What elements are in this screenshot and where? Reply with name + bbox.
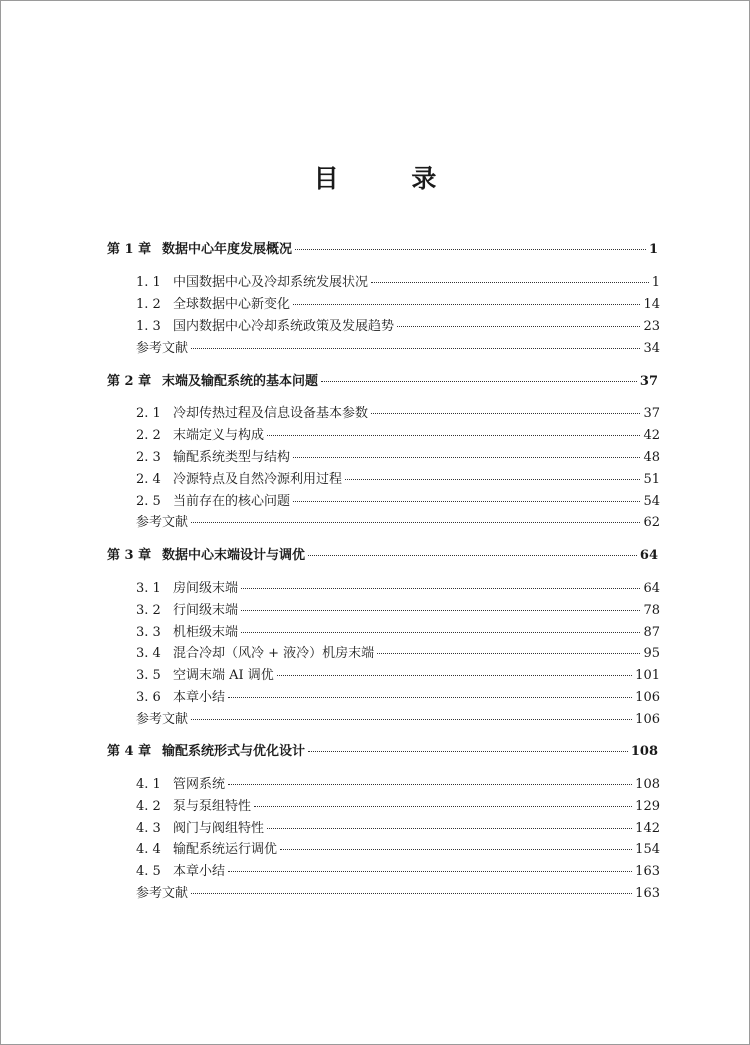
dot-leader (254, 806, 632, 807)
section-number: 3. 1 (136, 581, 161, 596)
toc-chapter-entry[interactable] (107, 374, 658, 390)
section-number: 2. 3 (136, 450, 161, 465)
toc-section-entry[interactable] (136, 428, 660, 444)
page-number: 78 (643, 603, 660, 618)
chapter-title: 数据中心末端设计与调优 (162, 548, 306, 563)
page-number: 101 (635, 668, 660, 683)
toc-section-entry[interactable] (136, 450, 660, 466)
references-title: 参考文献 (136, 515, 189, 530)
section-title: 本章小结 (173, 864, 226, 879)
section-title: 当前存在的核心问题 (173, 494, 291, 509)
dot-leader (308, 751, 628, 752)
page-number: 64 (639, 548, 658, 563)
references-title: 参考文献 (136, 712, 189, 727)
section-number: 2. 5 (136, 494, 161, 509)
page-number: 1 (651, 275, 660, 290)
section-title: 国内数据中心冷却系统政策及发展趋势 (173, 319, 395, 334)
section-number: 4. 3 (136, 821, 161, 836)
dot-leader (280, 849, 632, 850)
references-title: 参考文献 (136, 341, 189, 356)
section-title: 机柜级末端 (173, 625, 239, 640)
dot-leader (371, 413, 640, 414)
section-number: 4. 5 (136, 864, 161, 879)
toc-references-entry[interactable] (136, 341, 660, 357)
page-number: 54 (643, 494, 660, 509)
dot-leader (267, 828, 632, 829)
section-number: 4. 4 (136, 842, 161, 857)
toc-chapter-entry[interactable] (107, 242, 658, 258)
section-number: 3. 3 (136, 625, 161, 640)
section-number: 3. 5 (136, 668, 161, 683)
page-number: 154 (635, 842, 660, 857)
page-number: 14 (643, 297, 660, 312)
section-title: 本章小结 (173, 690, 226, 705)
page-number: 42 (643, 428, 660, 443)
dot-leader (191, 522, 640, 523)
chapter-number: 第 2 章 (107, 374, 152, 389)
section-number: 1. 3 (136, 319, 161, 334)
dot-leader (191, 719, 632, 720)
dot-leader (228, 871, 632, 872)
dot-leader (241, 610, 640, 611)
page-number: 1 (648, 242, 658, 257)
toc-section-entry[interactable] (136, 777, 660, 793)
page-number: 163 (635, 886, 660, 901)
toc-chapter-entry[interactable] (107, 744, 658, 760)
page-number: 142 (635, 821, 660, 836)
toc-chapter-entry[interactable] (107, 548, 658, 564)
toc-section-entry[interactable] (136, 864, 660, 880)
toc-references-entry[interactable] (136, 515, 660, 531)
page-number: 108 (630, 744, 658, 759)
chapter-title: 输配系统形式与优化设计 (162, 744, 306, 759)
section-title: 房间级末端 (173, 581, 239, 596)
chapter-title: 数据中心年度发展概况 (162, 242, 293, 257)
page-number: 23 (643, 319, 660, 334)
section-number: 2. 4 (136, 472, 161, 487)
dot-leader (293, 457, 640, 458)
toc-section-entry[interactable] (136, 581, 660, 597)
dot-leader (191, 893, 632, 894)
toc-section-entry[interactable] (136, 472, 660, 488)
toc-section-entry[interactable] (136, 842, 660, 858)
section-number: 4. 1 (136, 777, 161, 792)
section-title: 泵与泵组特性 (173, 799, 252, 814)
section-number: 2. 2 (136, 428, 161, 443)
toc-section-entry[interactable] (136, 646, 660, 662)
dot-leader (371, 282, 649, 283)
toc-section-entry[interactable] (136, 690, 660, 706)
toc-section-entry[interactable] (136, 275, 660, 291)
page-number: 48 (643, 450, 660, 465)
page-number: 62 (643, 515, 660, 530)
page-number: 95 (643, 646, 660, 661)
page-number: 64 (643, 581, 660, 596)
section-title: 输配系统类型与结构 (173, 450, 291, 465)
toc-section-entry[interactable] (136, 494, 660, 510)
page-number: 87 (643, 625, 660, 640)
page-number: 106 (635, 690, 660, 705)
dot-leader (228, 784, 632, 785)
chapter-number: 第 3 章 (107, 548, 152, 563)
references-title: 参考文献 (136, 886, 189, 901)
toc-section-entry[interactable] (136, 297, 660, 313)
page-number: 106 (635, 712, 660, 727)
section-title: 混合冷却（风冷 + 液冷）机房末端 (173, 646, 375, 661)
section-title: 行间级末端 (173, 603, 239, 618)
dot-leader (397, 326, 640, 327)
page-number: 34 (643, 341, 660, 356)
section-title: 空调末端 AI 调优 (173, 668, 274, 683)
page-number: 163 (635, 864, 660, 879)
toc-references-entry[interactable] (136, 712, 660, 728)
page-number: 129 (635, 799, 660, 814)
chapter-number: 第 4 章 (107, 744, 152, 759)
section-title: 冷源特点及自然冷源利用过程 (173, 472, 343, 487)
dot-leader (321, 381, 637, 382)
toc-section-entry[interactable] (136, 799, 660, 815)
section-number: 4. 2 (136, 799, 161, 814)
dot-leader (345, 479, 640, 480)
dot-leader (377, 653, 640, 654)
page-title: 目 录 (313, 164, 469, 193)
section-number: 2. 1 (136, 406, 161, 421)
section-title: 冷却传热过程及信息设备基本参数 (173, 406, 369, 421)
chapter-number: 第 1 章 (107, 242, 152, 257)
section-title: 末端定义与构成 (173, 428, 265, 443)
dot-leader (293, 304, 640, 305)
page-number: 108 (635, 777, 660, 792)
page-number: 51 (643, 472, 660, 487)
page-number: 37 (643, 406, 660, 421)
section-number: 1. 1 (136, 275, 161, 290)
dot-leader (241, 632, 640, 633)
section-title: 管网系统 (173, 777, 226, 792)
dot-leader (191, 348, 640, 349)
section-number: 3. 2 (136, 603, 161, 618)
dot-leader (267, 435, 640, 436)
dot-leader (293, 501, 640, 502)
toc-section-entry[interactable] (136, 406, 660, 422)
chapter-title: 末端及输配系统的基本问题 (162, 374, 319, 389)
dot-leader (277, 675, 632, 676)
section-title: 输配系统运行调优 (173, 842, 278, 857)
page-number: 37 (639, 374, 658, 389)
dot-leader (241, 588, 640, 589)
section-number: 3. 4 (136, 646, 161, 661)
toc-section-entry[interactable] (136, 668, 660, 684)
section-title: 全球数据中心新变化 (173, 297, 291, 312)
dot-leader (295, 249, 646, 250)
section-title: 中国数据中心及冷却系统发展状况 (173, 275, 369, 290)
section-number: 1. 2 (136, 297, 161, 312)
toc-section-entry[interactable] (136, 603, 660, 619)
dot-leader (308, 555, 637, 556)
toc-section-entry[interactable] (136, 625, 660, 641)
toc-section-entry[interactable] (136, 821, 660, 837)
toc-section-entry[interactable] (136, 319, 660, 335)
section-title: 阀门与阀组特性 (173, 821, 265, 836)
toc-references-entry[interactable] (136, 886, 660, 902)
dot-leader (228, 697, 632, 698)
section-number: 3. 6 (136, 690, 161, 705)
